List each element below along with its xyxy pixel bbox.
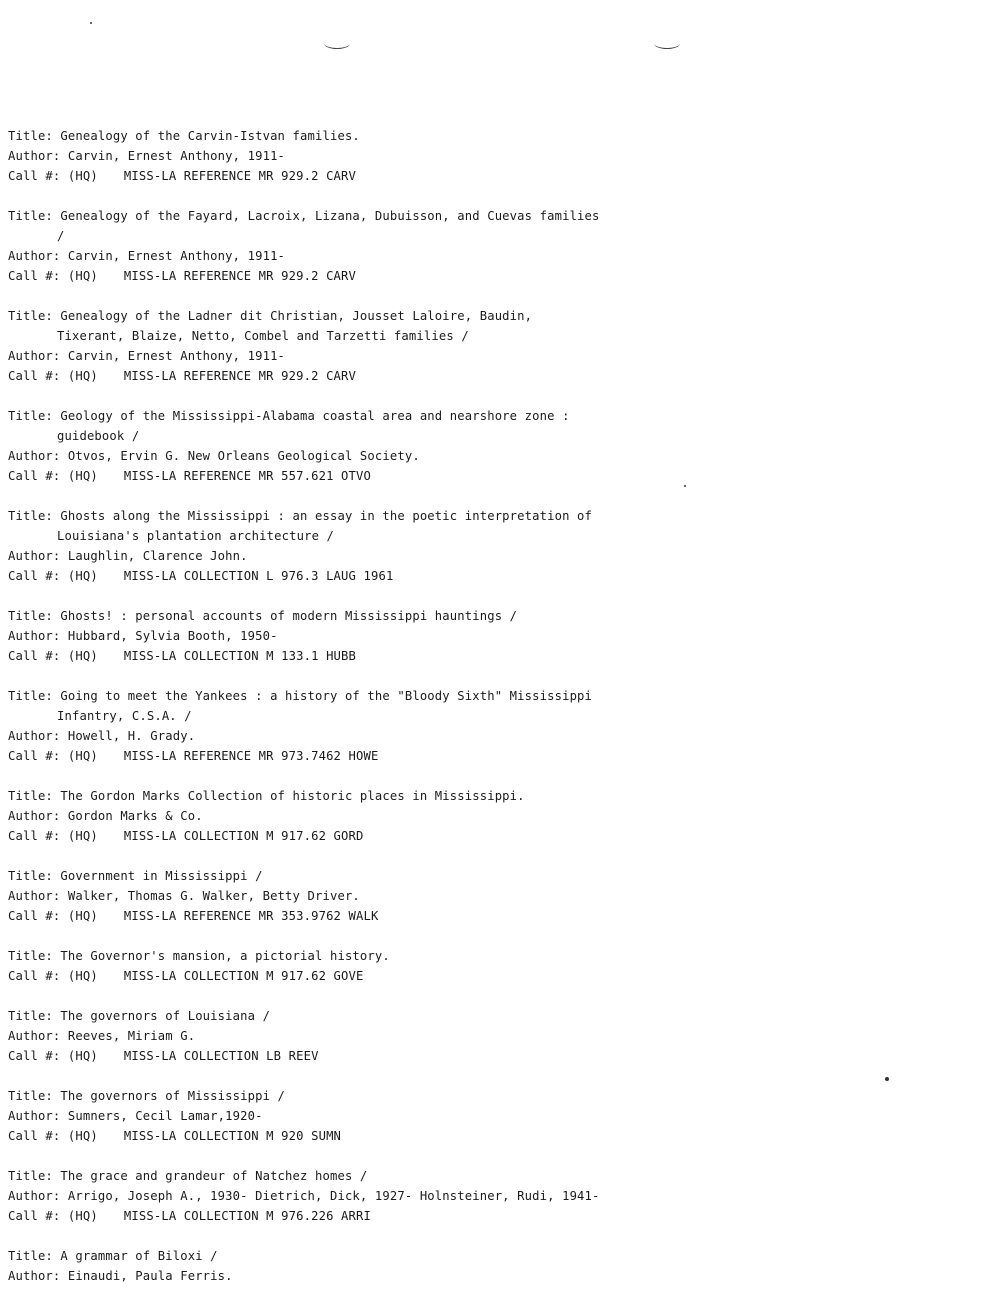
record-author: Carvin, Ernest Anthony, 1911-	[67, 149, 286, 163]
record-call-line	[8, 366, 978, 386]
record-branch: (HQ)	[67, 969, 98, 983]
title-label: Title:	[8, 509, 61, 523]
record-title: Ghosts along the Mississippi : an essay in the poetic interpretation of	[60, 509, 593, 523]
author-label: Author:	[8, 729, 68, 743]
record-call-line	[8, 466, 978, 486]
call-number-label: Call #:	[8, 269, 68, 283]
call-number-label: Call #:	[8, 469, 68, 483]
record-call-number: MISS-LA COLLECTION L 976.3 LAUG 1961	[123, 569, 394, 583]
call-number-label: Call #:	[8, 829, 68, 843]
title-label: Title:	[8, 949, 61, 963]
record-title-line	[8, 786, 978, 806]
record-title: Genealogy of the Fayard, Lacroix, Lizana, Dubuisson, and Cuevas families	[60, 209, 600, 223]
record-branch: (HQ)	[67, 1049, 98, 1063]
record-call-number: MISS-LA REFERENCE MR 973.7462 HOWE	[123, 749, 379, 763]
record-call-line	[8, 826, 978, 846]
title-label: Title:	[8, 789, 61, 803]
record-author-line	[8, 546, 978, 566]
record-author-line	[8, 1026, 978, 1046]
record-author-line	[8, 246, 978, 266]
call-number-label: Call #:	[8, 1209, 68, 1223]
title-label: Title:	[8, 309, 61, 323]
record-title: Louisiana's plantation architecture /	[57, 529, 335, 543]
record-branch: (HQ)	[67, 1129, 98, 1143]
record-call-number: MISS-LA COLLECTION M 920 SUMN	[123, 1129, 342, 1143]
record-title: Genealogy of the Carvin-Istvan families.	[60, 129, 360, 143]
call-number-label: Call #:	[8, 749, 68, 763]
catalog-record	[8, 606, 978, 666]
record-call-number: MISS-LA REFERENCE MR 929.2 CARV	[123, 169, 357, 183]
author-label: Author:	[8, 1189, 68, 1203]
record-call-number: MISS-LA REFERENCE MR 929.2 CARV	[123, 369, 357, 383]
title-label: Title:	[8, 609, 61, 623]
record-call-line	[8, 1126, 978, 1146]
record-call-line	[8, 646, 978, 666]
record-author-line	[8, 1266, 978, 1286]
record-author: Gordon Marks & Co.	[67, 809, 203, 823]
record-title-continuation	[8, 526, 978, 546]
record-call-number: MISS-LA COLLECTION LB REEV	[123, 1049, 319, 1063]
catalog-record	[8, 686, 978, 766]
author-label: Author:	[8, 809, 68, 823]
record-call-number: MISS-LA COLLECTION M 976.226 ARRI	[123, 1209, 371, 1223]
record-branch: (HQ)	[67, 749, 98, 763]
record-call-line	[8, 966, 978, 986]
author-label: Author:	[8, 149, 68, 163]
record-branch: (HQ)	[67, 649, 98, 663]
author-label: Author:	[8, 349, 68, 363]
punch-hole-mark-left	[324, 38, 350, 49]
record-call-number: MISS-LA COLLECTION M 917.62 GORD	[123, 829, 364, 843]
record-title: Ghosts! : personal accounts of modern Mississippi hauntings /	[60, 609, 518, 623]
title-label: Title:	[8, 209, 61, 223]
record-call-line	[8, 746, 978, 766]
record-title-line	[8, 126, 978, 146]
record-title-line	[8, 606, 978, 626]
call-number-label: Call #:	[8, 1129, 68, 1143]
record-author: Arrigo, Joseph A., 1930- Dietrich, Dick, 1927- Holnsteiner, Rudi, 1941-	[67, 1189, 600, 1203]
title-label: Title:	[8, 869, 61, 883]
scan-speck	[90, 22, 92, 24]
record-branch: (HQ)	[67, 269, 98, 283]
record-call-line	[8, 1206, 978, 1226]
punch-hole-mark-right	[654, 38, 680, 49]
record-title: The governors of Mississippi /	[60, 1089, 286, 1103]
record-branch: (HQ)	[67, 909, 98, 923]
record-title-line	[8, 866, 978, 886]
record-call-line	[8, 266, 978, 286]
record-title-line	[8, 506, 978, 526]
record-title-continuation	[8, 426, 978, 446]
record-title-continuation	[8, 226, 978, 246]
record-call-number: MISS-LA REFERENCE MR 929.2 CARV	[123, 269, 357, 283]
record-title-continuation	[8, 326, 978, 346]
record-title: Geology of the Mississippi-Alabama coastal area and nearshore zone :	[60, 409, 570, 423]
record-title: The Gordon Marks Collection of historic places in Mississippi.	[60, 789, 525, 803]
record-title: A grammar of Biloxi /	[60, 1249, 218, 1263]
catalog-record	[8, 1006, 978, 1066]
record-call-line	[8, 1046, 978, 1066]
record-call-number: MISS-LA COLLECTION M 133.1 HUBB	[123, 649, 357, 663]
record-author-line	[8, 446, 978, 466]
record-title: The grace and grandeur of Natchez homes /	[60, 1169, 368, 1183]
record-title: Government in Mississippi /	[60, 869, 263, 883]
record-author: Carvin, Ernest Anthony, 1911-	[67, 349, 286, 363]
title-label: Title:	[8, 409, 61, 423]
record-title-line	[8, 406, 978, 426]
record-author-line	[8, 626, 978, 646]
record-author: Reeves, Miriam G.	[67, 1029, 196, 1043]
record-call-number: MISS-LA REFERENCE MR 353.9762 WALK	[123, 909, 379, 923]
catalog-record	[8, 406, 978, 486]
call-number-label: Call #:	[8, 649, 68, 663]
record-branch: (HQ)	[67, 369, 98, 383]
record-call-number: MISS-LA COLLECTION M 917.62 GOVE	[123, 969, 364, 983]
record-author: Einaudi, Paula Ferris.	[67, 1269, 233, 1283]
title-label: Title:	[8, 1169, 61, 1183]
record-title-line	[8, 206, 978, 226]
call-number-label: Call #:	[8, 169, 68, 183]
catalog-record	[8, 786, 978, 846]
record-author: Howell, H. Grady.	[67, 729, 196, 743]
record-author-line	[8, 346, 978, 366]
record-author-line	[8, 1186, 978, 1206]
record-author-line	[8, 806, 978, 826]
title-label: Title:	[8, 689, 61, 703]
record-call-number: MISS-LA REFERENCE MR 557.621 OTVO	[123, 469, 371, 483]
author-label: Author:	[8, 1269, 68, 1283]
title-label: Title:	[8, 1009, 61, 1023]
catalog-record	[8, 866, 978, 926]
record-author-line	[8, 1106, 978, 1126]
author-label: Author:	[8, 549, 68, 563]
call-number-label: Call #:	[8, 909, 68, 923]
record-title-line	[8, 306, 978, 326]
author-label: Author:	[8, 1109, 68, 1123]
catalog-record	[8, 1166, 978, 1226]
title-label: Title:	[8, 1089, 61, 1103]
author-label: Author:	[8, 629, 68, 643]
record-title-continuation	[8, 706, 978, 726]
record-title: Tixerant, Blaize, Netto, Combel and Tarzetti families /	[57, 329, 469, 343]
call-number-label: Call #:	[8, 969, 68, 983]
record-title-line	[8, 1086, 978, 1106]
catalog-record-list	[8, 126, 978, 1306]
record-branch: (HQ)	[67, 829, 98, 843]
catalog-record	[8, 1246, 978, 1286]
record-title-line	[8, 1246, 978, 1266]
record-title: Going to meet the Yankees : a history of the "Bloody Sixth" Mississippi	[60, 689, 593, 703]
call-number-label: Call #:	[8, 369, 68, 383]
record-title: guidebook /	[57, 429, 140, 443]
author-label: Author:	[8, 1029, 68, 1043]
record-title: The Governor's mansion, a pictorial history.	[60, 949, 390, 963]
record-author-line	[8, 146, 978, 166]
record-title-line	[8, 946, 978, 966]
record-title-line	[8, 686, 978, 706]
catalog-record	[8, 506, 978, 586]
title-label: Title:	[8, 129, 61, 143]
author-label: Author:	[8, 889, 68, 903]
record-call-line	[8, 166, 978, 186]
record-author: Sumners, Cecil Lamar,1920-	[67, 1109, 263, 1123]
author-label: Author:	[8, 449, 68, 463]
title-label: Title:	[8, 1249, 61, 1263]
record-branch: (HQ)	[67, 169, 98, 183]
record-author: Carvin, Ernest Anthony, 1911-	[67, 249, 286, 263]
record-branch: (HQ)	[67, 569, 98, 583]
record-call-line	[8, 566, 978, 586]
call-number-label: Call #:	[8, 1049, 68, 1063]
record-branch: (HQ)	[67, 1209, 98, 1223]
record-author: Laughlin, Clarence John.	[67, 549, 248, 563]
record-title-line	[8, 1166, 978, 1186]
catalog-record	[8, 126, 978, 186]
catalog-record	[8, 1086, 978, 1146]
record-title: Infantry, C.S.A. /	[57, 709, 192, 723]
record-author: Hubbard, Sylvia Booth, 1950-	[67, 629, 278, 643]
record-title: The governors of Louisiana /	[60, 1009, 271, 1023]
record-title: Genealogy of the Ladner dit Christian, Jousset Laloire, Baudin,	[60, 309, 533, 323]
record-title: /	[57, 229, 65, 243]
call-number-label: Call #:	[8, 569, 68, 583]
record-call-line	[8, 906, 978, 926]
record-branch: (HQ)	[67, 469, 98, 483]
record-author: Walker, Thomas G. Walker, Betty Driver.	[67, 889, 360, 903]
catalog-record	[8, 206, 978, 286]
catalog-record	[8, 946, 978, 986]
record-title-line	[8, 1006, 978, 1026]
catalog-record	[8, 306, 978, 386]
record-author: Otvos, Ervin G. New Orleans Geological Society.	[67, 449, 420, 463]
record-author-line	[8, 726, 978, 746]
record-author-line	[8, 886, 978, 906]
author-label: Author:	[8, 249, 68, 263]
